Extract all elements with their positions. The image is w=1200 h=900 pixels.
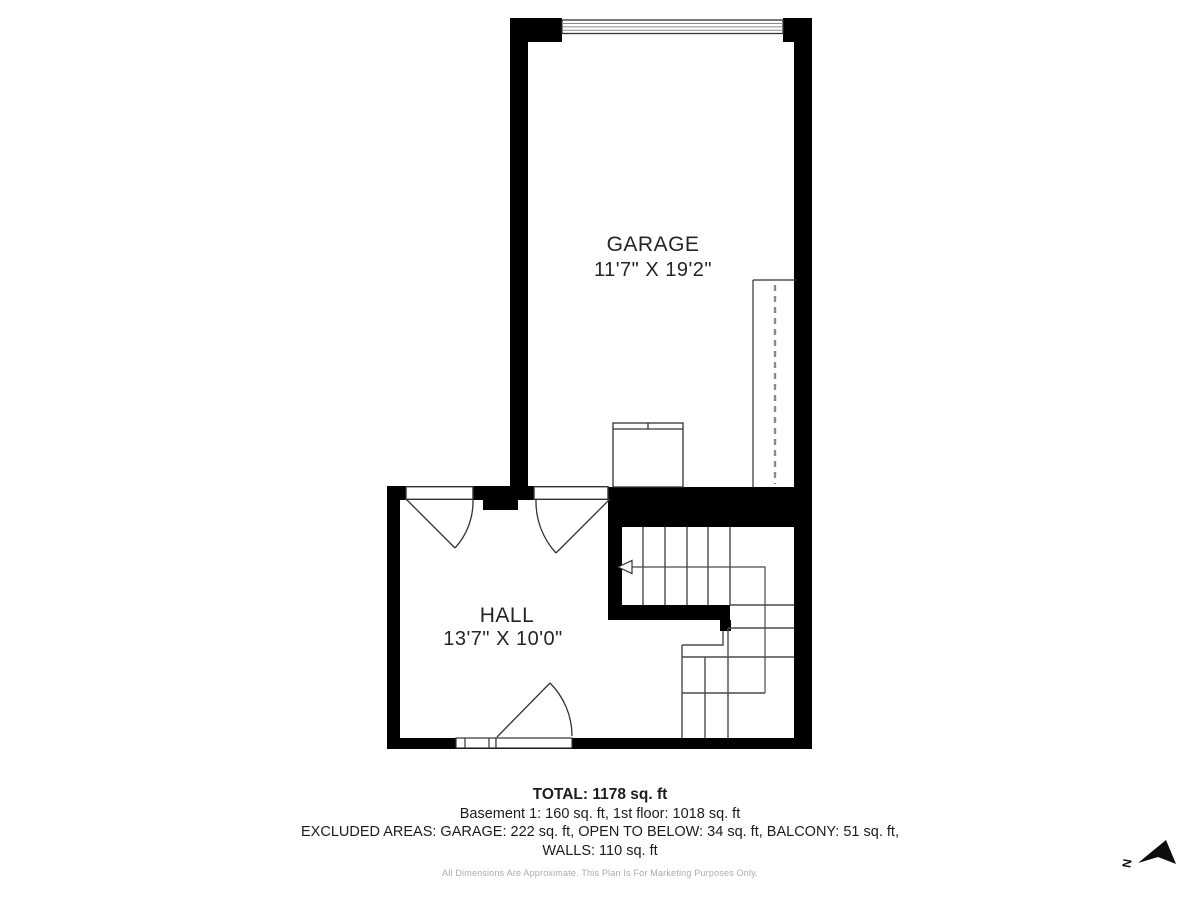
hall-top-center-wall-stub [483, 500, 518, 510]
summary-total: TOTAL: 1178 sq. ft [532, 786, 668, 803]
garage-right-wall [794, 18, 812, 487]
staircase [631, 527, 794, 738]
summary-floors: Basement 1: 160 sq. ft, 1st floor: 1018 sq. ft [459, 805, 741, 822]
garage-bottom-wall [608, 487, 812, 527]
stair-direction-line [631, 567, 765, 693]
garage-overhead-track-zone [753, 280, 796, 487]
bottom-exterior-wall [387, 738, 812, 749]
door-swing-left [406, 499, 473, 548]
entry-door [456, 683, 572, 748]
door-leaf [406, 499, 455, 548]
stair-right-wall [794, 527, 812, 749]
room-label-garage: GARAGE [606, 233, 700, 256]
garage-door [562, 20, 783, 34]
garage-fixture-cabinet [613, 423, 683, 487]
north-arrow-label: N [1119, 857, 1135, 869]
entry-door-swing [497, 683, 572, 737]
disclaimer-text: All Dimensions Are Approximate. This Plan Is For Marketing Purposes Only. [442, 868, 758, 878]
area-summary [0, 786, 1200, 860]
summary-excluded: EXCLUDED AREAS: GARAGE: 222 sq. ft, OPEN TO BELOW: 34 sq. ft, BALCONY: 51 sq. ft, [301, 824, 899, 840]
summary-walls: WALLS: 110 sq. ft [542, 842, 658, 859]
door-arc [536, 500, 556, 553]
hall-top-center-wall [473, 486, 534, 500]
entry-door-closed-leaf [496, 738, 572, 748]
garage-top-left-corner-wall [510, 18, 562, 42]
stair-flight-bottom-wall [608, 605, 730, 620]
doorway-opening-left [406, 487, 473, 500]
hall-top-left-corner-wall [387, 486, 406, 500]
door-arc [550, 683, 572, 736]
room-dims-garage: 11'7" X 19'2" [593, 259, 713, 281]
door-leaf [497, 683, 550, 737]
garage-left-wall [510, 18, 528, 487]
stair-step-notch [682, 631, 723, 645]
stair-winder-wall-stub [720, 620, 731, 631]
room-label-hall: HALL [479, 604, 535, 627]
hall-left-wall [387, 487, 400, 749]
doorway-opening-right [534, 487, 608, 500]
door-swing-right [536, 499, 610, 553]
door-arc [455, 500, 473, 548]
door-leaf [556, 499, 610, 553]
entry-sidelight [456, 738, 496, 748]
fixture-outline [613, 423, 683, 487]
room-dims-hall: 13'7" X 10'0" [443, 628, 563, 650]
